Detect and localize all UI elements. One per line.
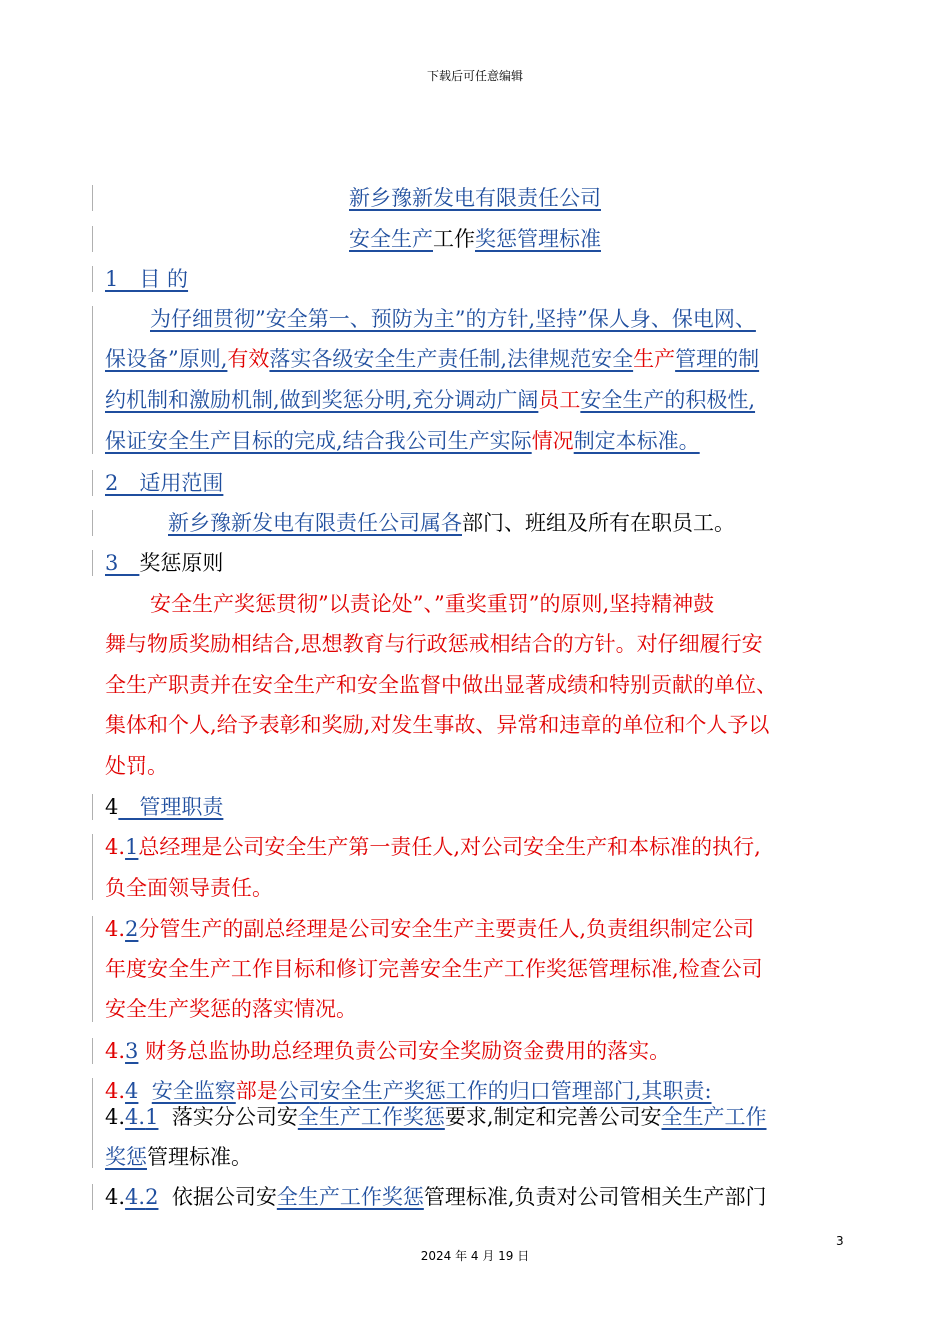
- change-bar: [92, 266, 93, 292]
- item-4-2-line: 安全生产奖惩的落实情况。: [105, 997, 357, 1021]
- section-3-line: 集体和个人,给予表彰和奖励,对发生事故、异常和违章的单位和个人予以: [105, 713, 770, 737]
- item-4-2-line: 年度安全生产工作目标和修订完善安全生产工作奖惩管理标准,检查公司: [105, 957, 763, 981]
- section-3-line: 全生产职责并在安全生产和安全监督中做出显著成绩和特别贡献的单位、: [105, 673, 777, 697]
- item-4-1-line: 负全面领导责任。: [105, 876, 273, 900]
- item-4-3: 4.3 财务总监协助总经理负责公司安全奖励资金费用的落实。: [105, 1039, 671, 1063]
- item-4-2: 4.2分管生产的副总经理是公司安全生产主要责任人,负责组织制定公司: [105, 917, 755, 941]
- section-1-heading: 1 目 的: [105, 267, 189, 291]
- item-4-4-1-line: 奖惩管理标准。: [105, 1145, 252, 1169]
- item-4-4-2: 4.4.2 依据公司安全生产工作奖惩管理标准,负责对公司管相关生产部门: [105, 1185, 767, 1209]
- change-bar: [92, 1184, 93, 1210]
- page-number: 3: [836, 1234, 844, 1248]
- change-bar: [92, 1078, 93, 1168]
- item-4-4: 4.4 安全监察部是公司安全生产奖惩工作的归口管理部门,其职责:: [105, 1079, 712, 1103]
- section-1-line: 保证安全生产目标的完成,结合我公司生产实际情况制定本标准。: [105, 429, 700, 453]
- change-bar: [92, 916, 93, 1022]
- page-header: 下载后可任意编辑: [426, 69, 523, 83]
- section-3-line: 处罚。: [105, 754, 168, 778]
- section-3-heading: 3 奖惩原则: [105, 551, 224, 575]
- footer-date: 2024 年 4 月 19 日: [420, 1249, 530, 1263]
- section-1-line: 为仔细贯彻”安全第一、预防为主”的方针,坚持”保人身、保电网、: [150, 307, 756, 331]
- change-bar: [92, 550, 93, 576]
- change-bar: [92, 1038, 93, 1064]
- change-bar: [92, 470, 93, 496]
- item-4-4-1: 4.4.1 落实分公司安全生产工作奖惩要求,制定和完善公司安全生产工作: [105, 1105, 767, 1129]
- section-3-line: 安全生产奖惩贯彻”以责论处”、”重奖重罚”的原则,坚持精神鼓: [150, 592, 715, 616]
- item-4-1: 4.1总经理是公司安全生产第一责任人,对公司安全生产和本标准的执行,: [105, 835, 761, 859]
- section-2-line: 新乡豫新发电有限责任公司属各部门、班组及所有在职员工。: [168, 511, 735, 535]
- section-2-heading: 2 适用范围: [105, 471, 224, 495]
- section-3-line: 舞与物质奖励相结合,思想教育与行政惩戒相结合的方针。对仔细履行安: [105, 632, 763, 656]
- change-bar: [92, 306, 93, 454]
- section-1-line: 保设备”原则,有效落实各级安全生产责任制,法律规范安全生产管理的制: [105, 347, 760, 371]
- section-1-line: 约机制和激励机制,做到奖惩分明,充分调动广阔员工安全生产的积极性,: [105, 388, 756, 412]
- company-title: 新乡豫新发电有限责任公司: [349, 186, 601, 210]
- section-4-heading: 4 管理职责: [105, 795, 224, 819]
- change-bar: [92, 510, 93, 536]
- change-bar: [92, 794, 93, 820]
- document-title: 安全生产工作奖惩管理标准: [349, 227, 601, 251]
- change-bar: [92, 834, 93, 900]
